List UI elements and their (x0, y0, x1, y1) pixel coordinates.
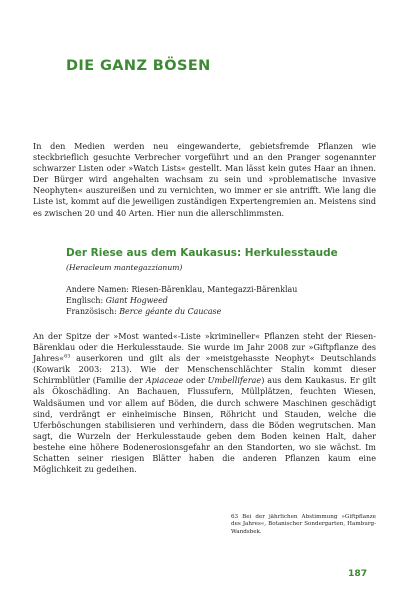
english-label: Englisch: (66, 296, 104, 306)
other-names-label: Andere Namen: (66, 285, 129, 294)
other-names-line (66, 284, 297, 295)
english-value: Giant Hogweed (105, 296, 168, 306)
plant-names-block (66, 284, 297, 318)
section-heading: Der Riese aus dem Kaukasus: Herkulesstaude (66, 247, 338, 259)
footnote-reference[interactable]: 63 (64, 353, 71, 360)
footnote: 63 Bei der jährlichen Abstimmung »Giftpflanze des Jahres«, Botanischer Sondergarten, Hamburg-Wandsbek. (231, 514, 376, 535)
body-text-part4: ) aus dem Kaukasus. Er gilt als Ökoschädling. An Bachauen, Flussufern, Müllplätzen, feuchten Wiesen, Waldsäumen und vor allem auf Böden, die durch schwere Maschinen geschädigt sind, verdrängt er einheimische Binsen, Röhricht und Stauden, welche die Uferböschungen stabilisieren und verhindern, dass die Böden wegrutschen. Man sagt, die Wurzeln der Herkulesstaude geben dem Boden keinen Halt, daher bestehe eine höhere Bodenerosionsgefahr an den Standorten, wo sie wächst. Im Schatten seiner riesigen Blätter haben die anderen Pflanzen kaum eine Möglichkeit zu gedeihen. (33, 375, 377, 475)
french-name-line (66, 306, 297, 317)
family-name-apiaceae: Apiaceae (145, 375, 184, 386)
body-text-part3: oder (183, 375, 208, 386)
french-label: Französisch: (66, 307, 117, 317)
body-paragraph (33, 331, 376, 475)
body-text-part1: An der Spitze der »Most wanted«-Liste »krimineller« Pflanzen steht der Riesen-Bärenklau oder die Herkulesstaude. Sie wurde im Jahr 2008 zur »Giftpflanze des Jahres« (33, 331, 376, 364)
family-name-umbelliferae: Umbelliferae (207, 375, 262, 386)
other-names-value: Riesen-Bärenklau, Mantegazzi-Bärenklau (131, 285, 298, 294)
page-number: 187 (348, 568, 368, 579)
latin-name: (Heracleum mantegazzianum) (66, 263, 183, 272)
intro-paragraph: In den Medien werden neu eingewanderte, gebietsfremde Pflanzen wie steckbrieflich gesuchte Verbrecher vorgeführt und an den Pranger sogenannter schwarzer Listen oder »Watch Lists« gestellt. Man lässt kein gutes Haar an ihnen. Der Bürger wird angehalten wachsam zu sein und »problematische invasive Neophyten« auszureißen und zu vernichten, wo immer er sie antrifft. Wie lang die Liste ist, kommt auf die jeweiligen zuständigen Expertengremien an. Meistens sind es zwischen 20 und 40 Arten. Hier nun die allerschlimmsten. (33, 141, 376, 218)
page-title: DIE GANZ BÖSEN (66, 58, 211, 74)
body-text-part2: auserkoren und gilt als der »meistgehasste Neophyt« Deutschlands (Kowarik 2003: 213). Wie der Menschenschlächter Stalin kommt dieser Schirmblütler (Familie der (33, 353, 376, 386)
english-name-line (66, 295, 297, 306)
french-value: Berce géante du Caucase (119, 307, 222, 317)
